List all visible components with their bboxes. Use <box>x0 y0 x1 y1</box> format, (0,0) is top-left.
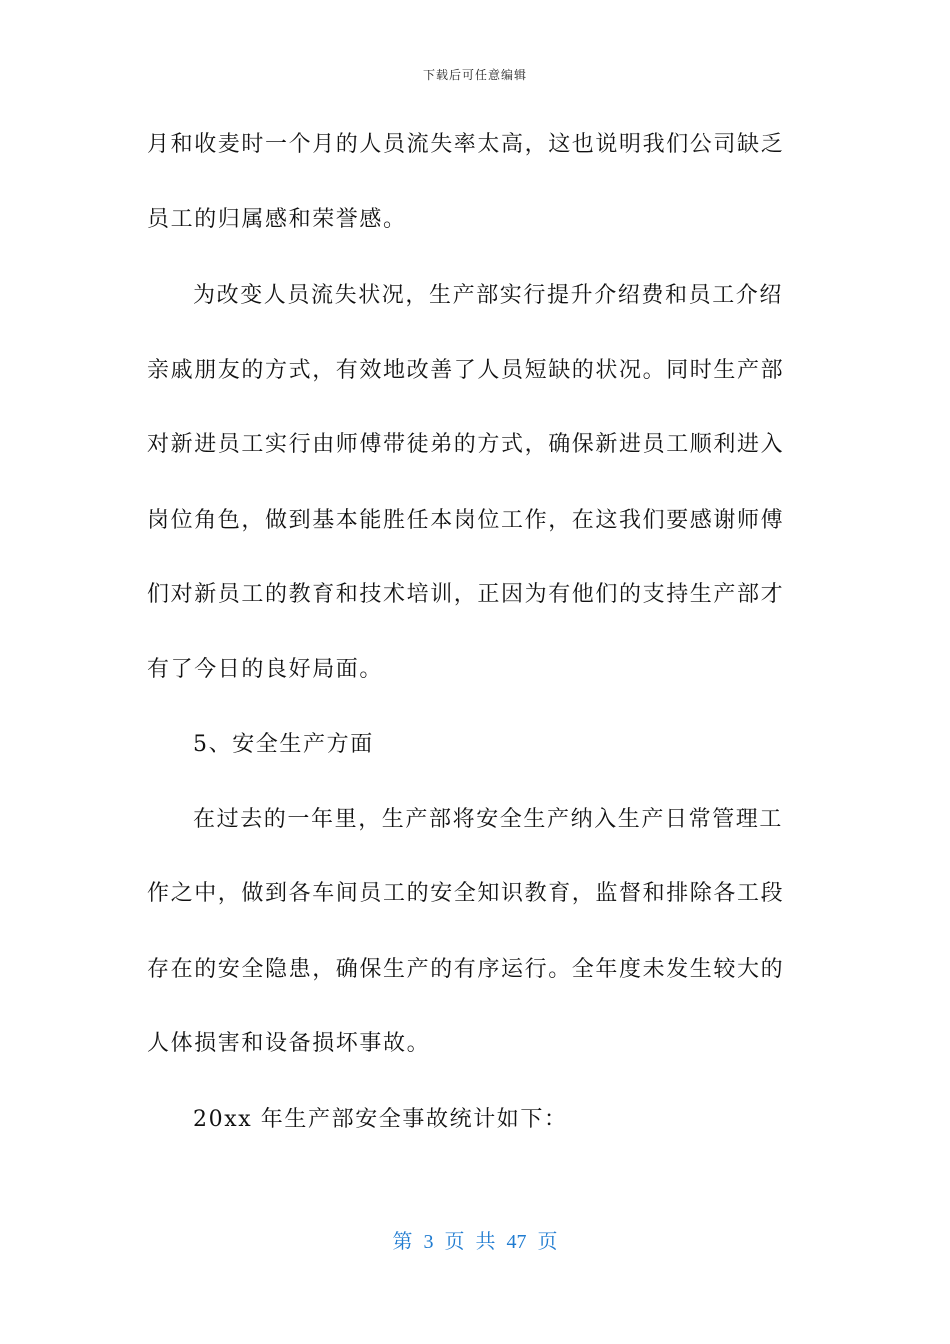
paragraph-line: 人体损害和设备损坏事故。 <box>147 1031 431 1056</box>
paragraph-line: 月和收麦时一个月的人员流失率太高，这也说明我们公司缺乏 <box>147 132 785 157</box>
paragraph-line: 为改变人员流失状况，生产部实行提升介绍费和员工介绍 <box>193 283 784 308</box>
paragraph-line: 20xx 年生产部安全事故统计如下： <box>193 1107 568 1132</box>
paragraph-line: 亲戚朋友的方式，有效地改善了人员短缺的状况。同时生产部 <box>147 358 785 383</box>
page-header: 下载后可任意编辑 <box>422 68 527 82</box>
paragraph-line: 们对新员工的教育和技术培训，正因为有他们的支持生产部才 <box>147 582 785 607</box>
paragraph-line: 岗位角色，做到基本能胜任本岗位工作，在这我们要感谢师傅 <box>147 508 785 533</box>
paragraph-line: 作之中，做到各车间员工的安全知识教育，监督和排除各工段 <box>147 881 785 906</box>
paragraph-line: 在过去的一年里，生产部将安全生产纳入生产日常管理工 <box>193 807 784 832</box>
page-number: 第 3 页 共 47 页 <box>392 1231 558 1253</box>
paragraph-line: 有了今日的良好局面。 <box>147 657 384 682</box>
paragraph-line: 存在的安全隐患，确保生产的有序运行。全年度未发生较大的 <box>147 957 785 982</box>
paragraph-line: 对新进员工实行由师傅带徒弟的方式，确保新进员工顺利进入 <box>147 432 785 457</box>
paragraph-line: 员工的归属感和荣誉感。 <box>147 207 407 232</box>
section-heading: 5、安全生产方面 <box>193 732 374 757</box>
